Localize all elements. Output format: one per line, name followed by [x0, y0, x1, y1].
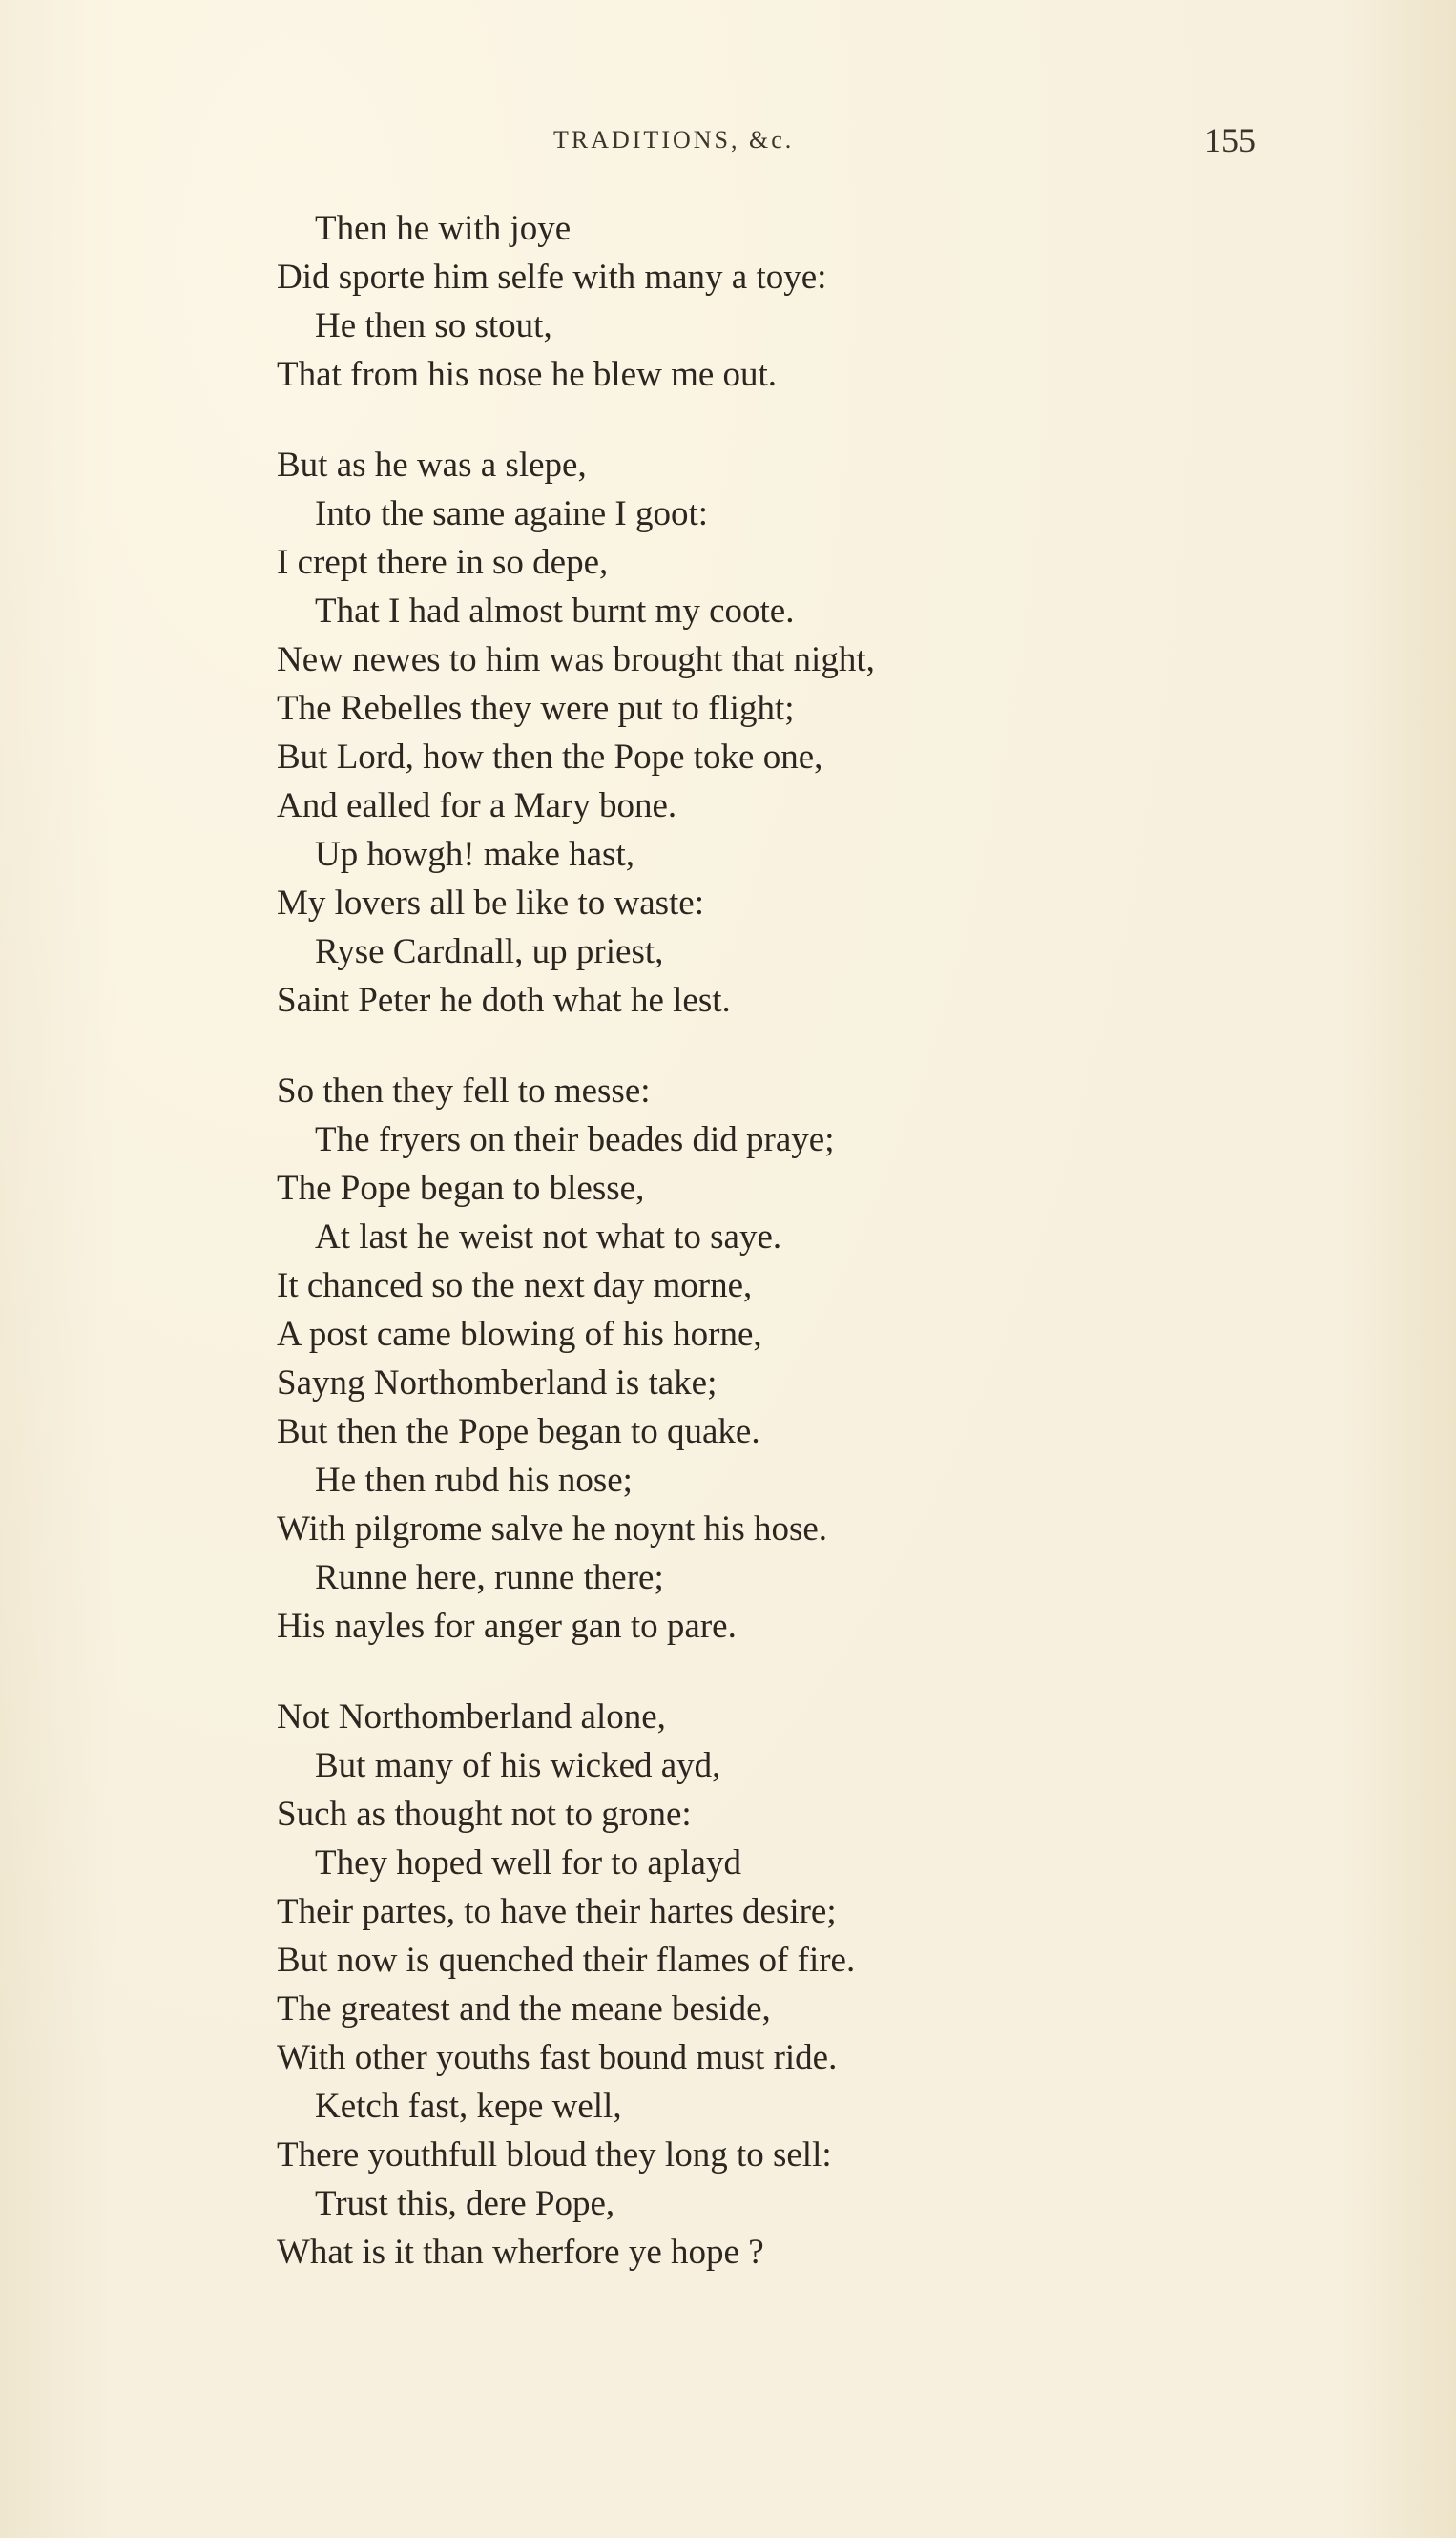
poem-line: What is it than wherfore ye hope ? — [277, 2233, 764, 2272]
poem-line: That from his nose he blew me out. — [277, 355, 778, 394]
poem-line: But now is quenched their flames of fire. — [277, 1941, 856, 1980]
poem-line: The Pope began to blesse, — [277, 1169, 645, 1208]
poem-line: And ealled for a Mary bone. — [277, 786, 677, 825]
poem-line: But Lord, how then the Pope toke one, — [277, 738, 823, 777]
poem-line: He then so stout, — [315, 306, 552, 345]
poem-line: It chanced so the next day morne, — [277, 1266, 753, 1305]
poem-line: Ketch fast, kepe well, — [315, 2087, 622, 2126]
poem-line: They hoped well for to aplayd — [315, 1843, 741, 1883]
poem-line: The greatest and the meane beside, — [277, 1989, 771, 2028]
poem-line: Then he with joye — [315, 209, 572, 248]
poem-line: But then the Pope began to quake. — [277, 1412, 760, 1451]
poem-line: Saint Peter he doth what he lest. — [277, 981, 731, 1020]
poem-line: Not Northomberland alone, — [277, 1697, 666, 1737]
poem-line: Up howgh! make hast, — [315, 835, 634, 874]
poem-line: Trust this, dere Pope, — [315, 2184, 615, 2223]
poem-line: Did sporte him selfe with many a toye: — [277, 258, 827, 297]
page-number: 155 — [1204, 121, 1256, 159]
poem-line: Runne here, runne there; — [315, 1558, 664, 1597]
poem-line: That I had almost burnt my coote. — [315, 592, 795, 631]
poem-line: A post came blowing of his horne, — [277, 1315, 762, 1354]
poem-line: My lovers all be like to waste: — [277, 884, 705, 923]
poem-line: With other youths fast bound must ride. — [277, 2038, 838, 2077]
poem-line: The fryers on their beades did praye; — [315, 1120, 835, 1159]
poem-line: New newes to him was brought that night, — [277, 640, 875, 679]
running-head: TRADITIONS, &c. — [553, 126, 795, 154]
poem-line: There youthfull bloud they long to sell: — [277, 2135, 832, 2174]
poem-line: But many of his wicked ayd, — [315, 1746, 721, 1785]
poem-line: The Rebelles they were put to flight; — [277, 689, 795, 728]
page-header — [0, 120, 1456, 168]
poem-line: Their partes, to have their hartes desire; — [277, 1892, 837, 1931]
poem-line: His nayles for anger gan to pare. — [277, 1607, 737, 1646]
poem-line: At last he weist not what to saye. — [315, 1217, 782, 1257]
poem-line: Into the same againe I goot: — [315, 494, 709, 533]
poem-line: He then rubd his nose; — [315, 1461, 633, 1500]
poem-line: I crept there in so depe, — [277, 543, 609, 582]
poem-line: Ryse Cardnall, up priest, — [315, 932, 664, 971]
poem-line: So then they fell to messe: — [277, 1071, 651, 1111]
poem-line: Such as thought not to grone: — [277, 1795, 692, 1834]
poem-line: Sayng Northomberland is take; — [277, 1363, 718, 1403]
poem-line: With pilgrome salve he noynt his hose. — [277, 1509, 828, 1549]
poem-line: But as he was a slepe, — [277, 446, 587, 485]
